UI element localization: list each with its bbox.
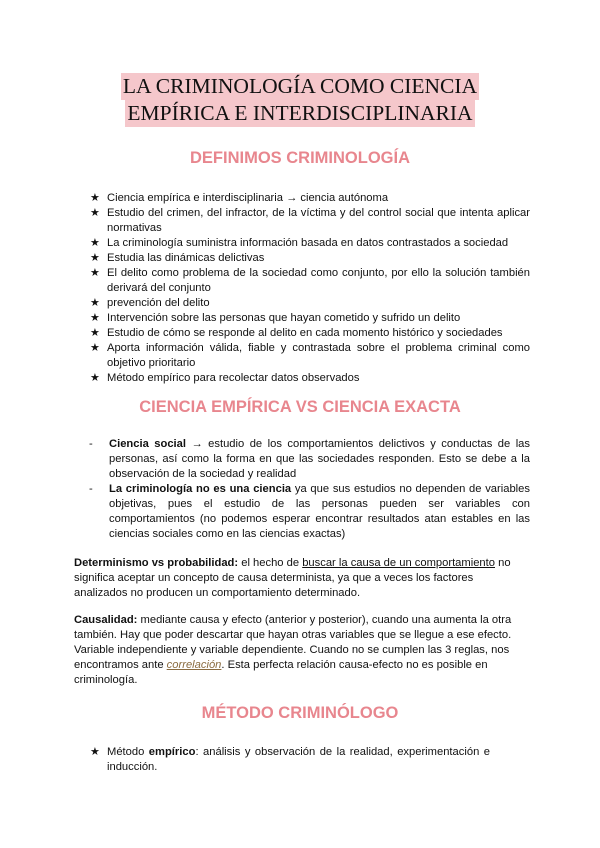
title-line-1: LA CRIMINOLOGÍA COMO CIENCIA [122, 74, 478, 98]
star-bullet-icon: ★ [90, 297, 100, 309]
star-bullet-icon: ★ [90, 327, 100, 339]
dash-bullet-icon: - [89, 438, 93, 450]
list-item: - Ciencia social → estudio de los comportamientos delictivos y conductas de las personas, así como la forma en que las sociedades responden. Esto se debe a la observación de la sociedad y realidad [89, 438, 530, 480]
star-bullet-icon: ★ [90, 312, 100, 324]
section-heading-metodo: MÉTODO CRIMINÓLOGO [201, 704, 399, 722]
list-item: ★ Aporta información válida, fiable y contrastada sobre el problema criminal como objetivo prioritario [90, 342, 530, 369]
list-item: ★ Estudia las dinámicas delictivas [90, 252, 265, 264]
list-item: ★ La criminología suministra información basada en datos contrastados a sociedad [90, 237, 509, 249]
star-bullet-icon: ★ [90, 267, 100, 279]
metodo-list [90, 745, 490, 775]
document-title [0, 73, 600, 127]
list-item: ★ Estudio del crimen, del infractor, de la víctima y del control social que intenta aplicar normativas [90, 207, 530, 234]
section-heading-ciencia: CIENCIA EMPÍRICA VS CIENCIA EXACTA [139, 398, 461, 416]
title-line-2: EMPÍRICA E INTERDISCIPLINARIA [127, 101, 473, 125]
star-bullet-icon: ★ [90, 252, 100, 264]
star-bullet-icon: ★ [90, 342, 100, 354]
star-bullet-icon: ★ [90, 237, 100, 249]
star-bullet-icon: ★ [90, 372, 100, 384]
list-item: ★ El delito como problema de la sociedad como conjunto, por ello la solución también derivará del conjunto [90, 267, 530, 294]
star-bullet-icon: ★ [90, 192, 100, 204]
dash-bullet-icon: - [89, 483, 93, 495]
definimos-list [90, 191, 530, 386]
list-item: ★ Ciencia empírica e interdisciplinaria → ciencia autónoma [90, 192, 389, 204]
paragraph-causalidad: Causalidad: mediante causa y efecto (anterior y posterior), cuando una aumenta la otra también. Hay que poder descartar que hayan otras variables que se llegue a ese efecto. Variable independiente y variable dependiente. Cuando no se cumplen las 3 reglas, nos encontramos ante correlación. Esta perfecta relación causa-efecto no es posible en criminología. [74, 614, 512, 686]
list-item: - La criminología no es una ciencia ya que sus estudios no dependen de variables objetivas, pues el estudio de las personas pueden ser variables con comportamientos (no podemos esperar encontrar resultados atan estables en las ciencias sociales como en las ciencias exactas) [89, 483, 530, 540]
list-item: ★ Estudio de cómo se responde al delito en cada momento histórico y sociedades [90, 327, 503, 339]
ciencia-list [89, 437, 530, 542]
list-item: ★ Método empírico para recolectar datos observados [90, 372, 360, 384]
paragraph-determinismo: Determinismo vs probabilidad: el hecho de buscar la causa de un comportamiento no significa aceptar un concepto de causa determinista, ya que a veces los factores analizados no producen un comportamiento determinado. [74, 557, 511, 599]
star-bullet-icon: ★ [90, 207, 100, 219]
list-item: ★ Intervención sobre las personas que hayan cometido y sufrido un delito [90, 312, 461, 324]
star-bullet-icon: ★ [90, 746, 100, 758]
list-item: ★ prevención del delito [90, 297, 210, 309]
list-item: ★ Método empírico: análisis y observación de la realidad, experimentación e inducción. [90, 746, 490, 773]
section-heading-definimos: DEFINIMOS CRIMINOLOGÍA [190, 149, 410, 167]
